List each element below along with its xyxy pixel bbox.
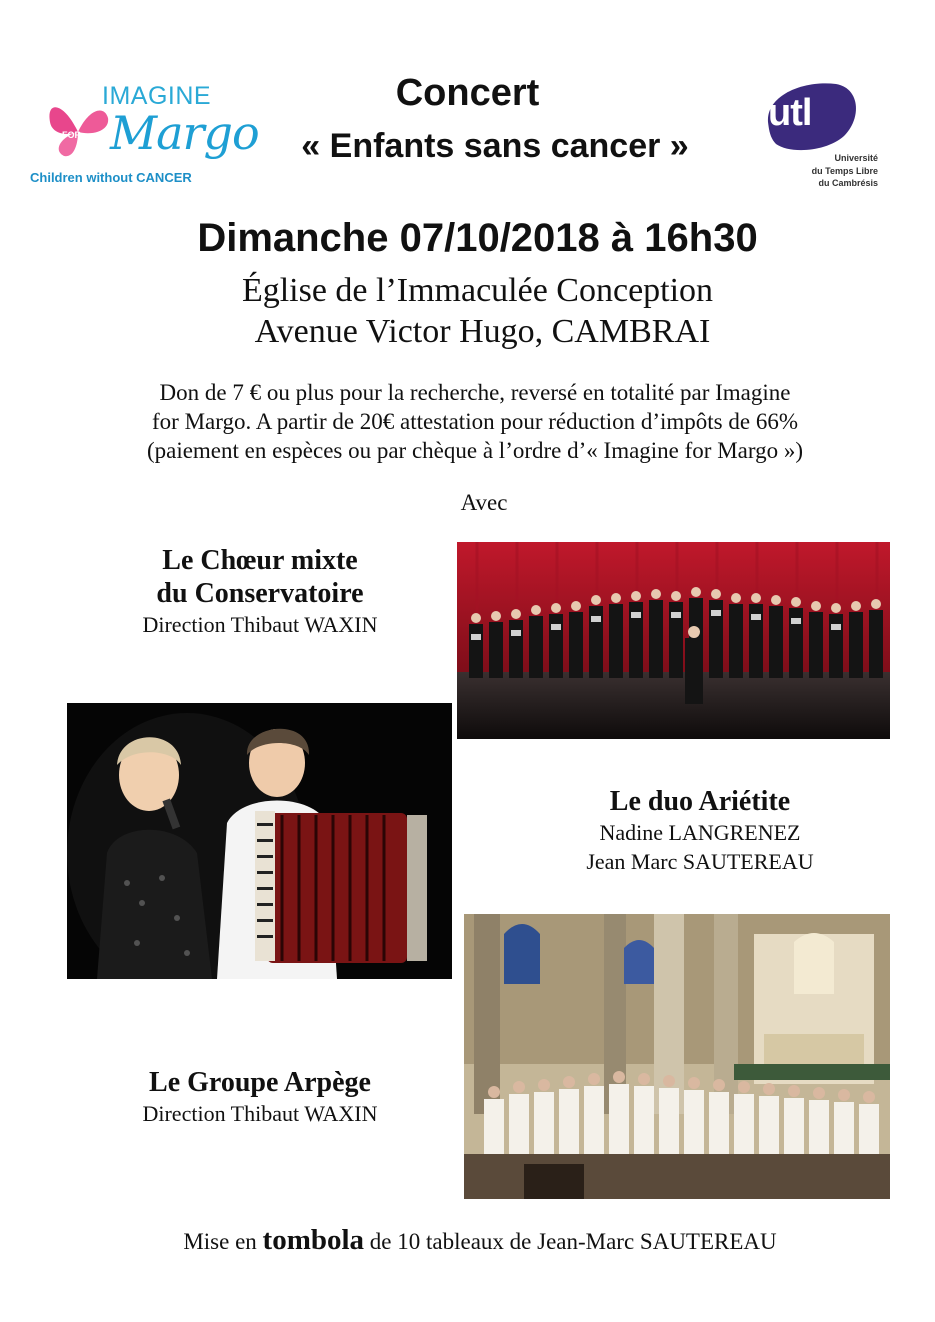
group-arpege bbox=[60, 1066, 460, 1128]
tombola-note bbox=[0, 1224, 935, 1257]
group-member: Nadine LANGRENEZ bbox=[599, 820, 801, 845]
church-choir-photo bbox=[464, 914, 890, 1199]
logo-tagline: Children without CANCER bbox=[30, 170, 192, 185]
donation-line: Don de 7 € ou plus pour la recherche, reversé en totalité par Imagine bbox=[159, 380, 791, 405]
group-choeur-mixte bbox=[60, 544, 460, 639]
group-director: Direction Thibaut WAXIN bbox=[142, 1101, 378, 1126]
duo-accordion-photo bbox=[67, 703, 452, 979]
page-subtitle: « Enfants sans cancer » bbox=[301, 127, 689, 165]
event-date: Dimanche 07/10/2018 à 16h30 bbox=[197, 216, 758, 260]
tombola-bold: tombola bbox=[262, 1224, 365, 1256]
group-name: Le Chœur mixte bbox=[162, 545, 358, 576]
utl-logo bbox=[762, 78, 882, 192]
donation-line: (paiement en espèces ou par chèque à l’ordre d’« Imagine for Margo ») bbox=[146, 438, 804, 463]
tombola-after: de 10 tableaux de Jean-Marc SAUTEREAU bbox=[369, 1229, 777, 1254]
group-name: Le duo Ariétite bbox=[609, 786, 791, 817]
utl-abbr: utl bbox=[768, 92, 812, 134]
venue-address: Avenue Victor Hugo, CAMBRAI bbox=[254, 313, 711, 350]
donation-info bbox=[55, 378, 895, 465]
utl-line-1: Université bbox=[834, 153, 878, 163]
group-member: Jean Marc SAUTEREAU bbox=[586, 849, 814, 874]
avec-label: Avec bbox=[460, 490, 508, 515]
utl-line-2: du Temps Libre bbox=[811, 166, 878, 176]
group-name: du Conservatoire bbox=[156, 578, 364, 609]
group-director: Direction Thibaut WAXIN bbox=[142, 612, 378, 637]
page-title: Concert bbox=[395, 72, 540, 114]
group-name: Le Groupe Arpège bbox=[149, 1067, 371, 1098]
utl-line-3: du Cambrésis bbox=[818, 178, 878, 188]
donation-line: for Margo. A partir de 20€ attestation pour réduction d’impôts de 66% bbox=[152, 409, 798, 434]
tombola-before: Mise en bbox=[183, 1229, 257, 1254]
logo-for-text: FOR bbox=[62, 130, 81, 140]
logo-imagine-text: IMAGINE bbox=[102, 82, 212, 110]
group-duo-arietite bbox=[500, 785, 900, 876]
choir-stage-photo bbox=[457, 542, 890, 739]
logo-margo-text: Margo bbox=[110, 106, 259, 160]
venue-name: Église de l’Immaculée Conception bbox=[241, 272, 714, 309]
